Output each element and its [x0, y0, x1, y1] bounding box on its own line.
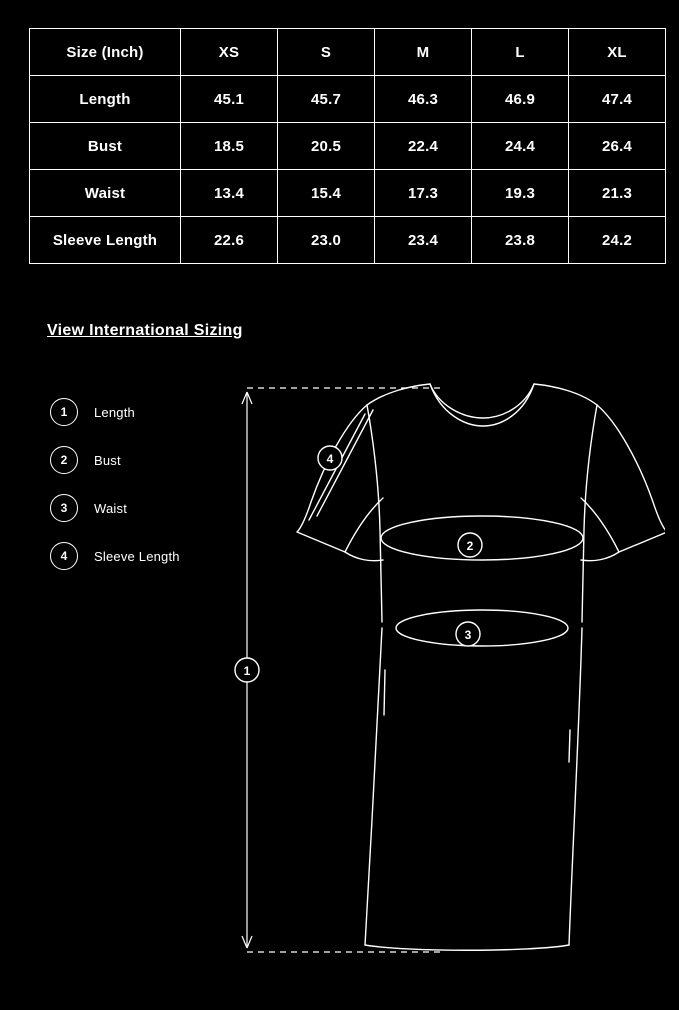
- skirt-right-icon: [569, 628, 582, 945]
- cell-length-xl: 47.4: [569, 76, 666, 123]
- marker-waist-label: 3: [464, 628, 472, 642]
- list-item: [50, 532, 240, 580]
- sleeve-hem-left-icon: [345, 552, 383, 561]
- marker-waist: [456, 622, 480, 646]
- cell-waist-s: 15.4: [278, 170, 375, 217]
- dress-outline-icon: [367, 384, 597, 418]
- size-chart-table: [29, 28, 666, 264]
- row-label-bust: Bust: [30, 123, 181, 170]
- legend-number-badge: 3: [50, 494, 78, 522]
- table-body: [30, 76, 666, 264]
- legend-number-badge: 2: [50, 446, 78, 474]
- table-row: [30, 217, 666, 264]
- marker-sleeve-label: 4: [326, 452, 334, 466]
- cell-length-m: 46.3: [375, 76, 472, 123]
- length-dimension-line: [242, 388, 443, 952]
- sleeve-hem-right-icon: [581, 552, 619, 561]
- column-header-xl: XL: [569, 29, 666, 76]
- waist-measure-line: [396, 610, 568, 646]
- cell-waist-m: 17.3: [375, 170, 472, 217]
- measurement-legend: [50, 388, 240, 580]
- column-header-s: S: [278, 29, 375, 76]
- cell-bust-l: 24.4: [472, 123, 569, 170]
- list-item: [50, 484, 240, 532]
- dress-measurement-diagram: [225, 370, 665, 980]
- table-row: [30, 76, 666, 123]
- cell-sleeve-l: 23.8: [472, 217, 569, 264]
- marker-bust: [458, 533, 482, 557]
- marker-sleeve-length: [318, 446, 342, 470]
- column-header-l: L: [472, 29, 569, 76]
- cell-bust-xl: 26.4: [569, 123, 666, 170]
- marker-bust-label: 2: [466, 539, 474, 553]
- table-row: [30, 123, 666, 170]
- cell-length-l: 46.9: [472, 76, 569, 123]
- cell-length-s: 45.7: [278, 76, 375, 123]
- cell-sleeve-xs: 22.6: [181, 217, 278, 264]
- row-label-waist: Waist: [30, 170, 181, 217]
- size-chart-table-container: [29, 28, 650, 264]
- row-label-sleeve-length: Sleeve Length: [30, 217, 181, 264]
- column-header-xs: XS: [181, 29, 278, 76]
- cell-sleeve-m: 23.4: [375, 217, 472, 264]
- legend-item-label: Waist: [94, 500, 128, 516]
- legend-number-badge: 4: [50, 542, 78, 570]
- legend-number-badge: 1: [50, 398, 78, 426]
- cell-length-xs: 45.1: [181, 76, 278, 123]
- legend-item-label: Sleeve Length: [94, 548, 180, 564]
- bust-measure-line: [381, 516, 583, 560]
- cell-bust-m: 22.4: [375, 123, 472, 170]
- cell-waist-xl: 21.3: [569, 170, 666, 217]
- cell-waist-xs: 13.4: [181, 170, 278, 217]
- cell-bust-s: 20.5: [278, 123, 375, 170]
- table-header: [30, 29, 666, 76]
- table-row: [30, 170, 666, 217]
- cell-waist-l: 19.3: [472, 170, 569, 217]
- view-international-sizing-link[interactable]: View International Sizing: [47, 322, 243, 339]
- row-label-length: Length: [30, 76, 181, 123]
- skirt-hem-icon: [365, 945, 569, 950]
- marker-length-label: 1: [243, 664, 251, 678]
- list-item: [50, 436, 240, 484]
- side-seam-left-icon: [384, 670, 385, 715]
- cell-bust-xs: 18.5: [181, 123, 278, 170]
- cell-sleeve-s: 23.0: [278, 217, 375, 264]
- cell-sleeve-xl: 24.2: [569, 217, 666, 264]
- column-header-size: Size (Inch): [30, 29, 181, 76]
- skirt-left-icon: [365, 628, 382, 945]
- column-header-m: M: [375, 29, 472, 76]
- legend-item-label: Bust: [94, 452, 121, 468]
- side-seam-right-icon: [569, 730, 570, 762]
- marker-length: [235, 658, 259, 682]
- table-header-row: [30, 29, 666, 76]
- legend-item-label: Length: [94, 404, 135, 420]
- list-item: [50, 388, 240, 436]
